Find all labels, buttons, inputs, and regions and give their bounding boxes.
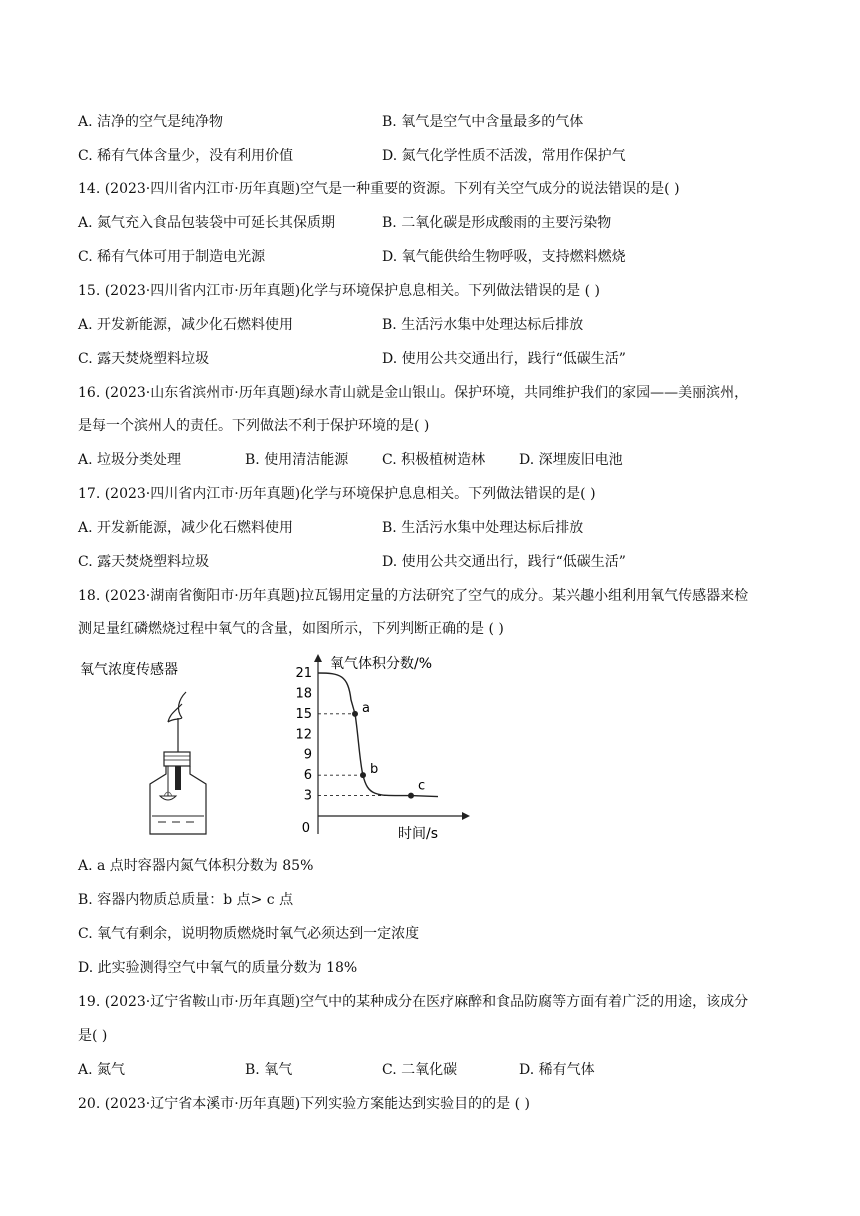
q14-option-b: B. 二氧化碳是形成酸雨的主要污染物 bbox=[382, 215, 612, 231]
q19-stem-line2: 是( ) bbox=[78, 1028, 108, 1044]
q15-option-d: D. 使用公共交通出行，践行“低碳生活” bbox=[382, 351, 626, 367]
q13-option-c: C. 稀有气体含量少，没有利用价值 bbox=[78, 148, 294, 164]
q16-stem-line1: 16. (2023·山东省滨州市·历年真题)绿水青山就是金山银山。保护环境，共同维护我们的家园——美丽滨州， bbox=[78, 385, 749, 401]
point-a bbox=[352, 711, 358, 717]
q18-figure bbox=[78, 652, 478, 842]
point-label-a: a bbox=[362, 700, 370, 716]
x-axis-label: 时间/s bbox=[398, 826, 439, 842]
q19-option-a: A. 氮气 bbox=[78, 1062, 126, 1078]
q18-option-d: D. 此实验测得空气中氧气的质量分数为 18% bbox=[78, 960, 358, 976]
q17-option-c: C. 露天焚烧塑料垃圾 bbox=[78, 554, 210, 570]
q14-option-d: D. 氧气能供给生物呼吸，支持燃料燃烧 bbox=[382, 249, 626, 265]
point-label-b: b bbox=[370, 762, 379, 778]
q16-option-d: D. 深埋废旧电池 bbox=[519, 452, 623, 468]
y-tick-15: 15 bbox=[295, 706, 312, 722]
sensor-label: 氧气浓度传感器 bbox=[80, 662, 178, 678]
q17-option-d: D. 使用公共交通出行，践行“低碳生活” bbox=[382, 554, 626, 570]
dashed-guides bbox=[318, 714, 411, 796]
q14-option-c: C. 稀有气体可用于制造电光源 bbox=[78, 249, 266, 265]
q17-stem: 17. (2023·四川省内江市·历年真题)化学与环境保护息息相关。下列做法错误的是( ) bbox=[78, 486, 596, 502]
curve-points bbox=[352, 701, 425, 799]
q13-option-b: B. 氧气是空气中含量最多的气体 bbox=[382, 114, 584, 130]
sensor-apparatus bbox=[80, 661, 206, 834]
q19-option-d: D. 稀有气体 bbox=[519, 1062, 595, 1078]
q15-option-a: A. 开发新能源，减少化石燃料使用 bbox=[78, 317, 294, 333]
y-axis-arrow bbox=[314, 654, 322, 662]
point-b bbox=[360, 772, 366, 778]
oxygen-chart bbox=[295, 654, 470, 842]
point-c bbox=[408, 793, 414, 799]
q16-stem-line2: 是每一个滨州人的责任。下列做法不利于保护环境的是( ) bbox=[78, 418, 430, 434]
y-tick-12: 12 bbox=[295, 727, 312, 743]
y-tick-21: 21 bbox=[295, 666, 312, 681]
q19-option-b: B. 氧气 bbox=[245, 1062, 293, 1078]
q17-option-b: B. 生活污水集中处理达标后排放 bbox=[382, 520, 584, 536]
y-tick-6: 6 bbox=[303, 768, 312, 784]
q18-option-b: B. 容器内物质总质量：b 点> c 点 bbox=[78, 892, 294, 908]
q18-stem-line2: 测足量红磷燃烧过程中氧气的含量，如图所示，下列判断正确的是 ( ) bbox=[78, 621, 504, 637]
q18-figure-svg bbox=[78, 652, 478, 842]
y-tick-9: 9 bbox=[303, 747, 312, 763]
q14-option-a: A. 氮气充入食品包装袋中可延长其保质期 bbox=[78, 215, 336, 231]
x-axis-arrow bbox=[462, 812, 470, 820]
q16-option-c: C. 积极植树造林 bbox=[382, 452, 486, 468]
q20-stem: 20. (2023·辽宁省本溪市·历年真题)下列实验方案能达到实验目的的是 ( ) bbox=[78, 1096, 530, 1112]
q18-stem-line1: 18. (2023·湖南省衡阳市·历年真题)拉瓦锡用定量的方法研究了空气的成分。某兴趣小组利用氧气传感器来检 bbox=[78, 588, 749, 604]
q13-option-a: A. 洁净的空气是纯净物 bbox=[78, 114, 224, 130]
q18-option-a: A. a 点时容器内氮气体积分数为 85% bbox=[78, 858, 314, 874]
q14-stem: 14. (2023·四川省内江市·历年真题)空气是一种重要的资源。下列有关空气成分的说法错误的是( ) bbox=[78, 181, 680, 197]
q15-stem: 15. (2023·四川省内江市·历年真题)化学与环境保护息息相关。下列做法错误的是 ( ) bbox=[78, 283, 600, 299]
y-axis-label: 氧气体积分数/% bbox=[330, 656, 433, 672]
y-tick-3: 3 bbox=[303, 788, 312, 804]
origin-label: 0 bbox=[301, 821, 310, 836]
q19-stem-line1: 19. (2023·辽宁省鞍山市·历年真题)空气中的某种成分在医疗麻醉和食品防腐等方面有着广泛的用途，该成分 bbox=[78, 994, 749, 1010]
y-tick-18: 18 bbox=[295, 686, 312, 702]
q17-option-a: A. 开发新能源，减少化石燃料使用 bbox=[78, 520, 294, 536]
q18-option-c: C. 氧气有剩余，说明物质燃烧时氧气必须达到一定浓度 bbox=[78, 926, 420, 942]
q16-option-a: A. 垃圾分类处理 bbox=[78, 452, 182, 468]
y-tick-labels bbox=[295, 666, 312, 804]
q13-option-d: D. 氮气化学性质不活泼，常用作保护气 bbox=[382, 148, 626, 164]
q15-option-c: C. 露天焚烧塑料垃圾 bbox=[78, 351, 210, 367]
q19-option-c: C. 二氧化碳 bbox=[382, 1062, 458, 1078]
q16-option-b: B. 使用清洁能源 bbox=[245, 452, 349, 468]
point-label-c: c bbox=[418, 778, 426, 794]
q15-option-b: B. 生活污水集中处理达标后排放 bbox=[382, 317, 584, 333]
